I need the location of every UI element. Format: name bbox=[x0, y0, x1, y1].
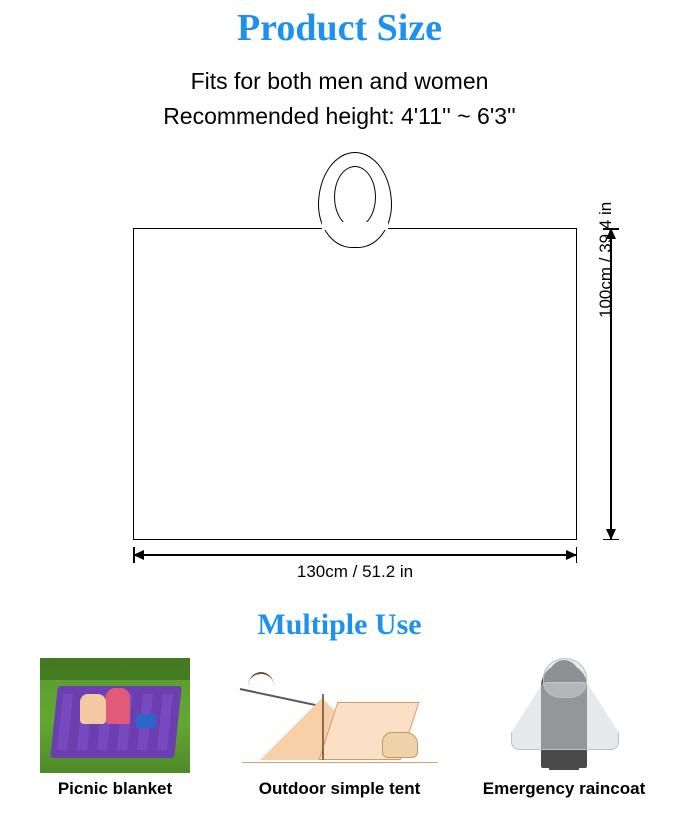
use-case-caption: Emergency raincoat bbox=[482, 779, 646, 798]
page-title: Product Size bbox=[236, 7, 443, 49]
height-dimension-label: 100cm / 39.4 in bbox=[596, 201, 615, 318]
bird-icon bbox=[248, 672, 274, 686]
height-dimension-line bbox=[610, 228, 612, 540]
picnic-bag-shape bbox=[136, 714, 156, 728]
grass-shadow bbox=[40, 658, 190, 680]
person-shape-a bbox=[80, 694, 106, 724]
fit-note: Fits for both men and women bbox=[190, 68, 489, 94]
use-case-caption: Outdoor simple tent bbox=[258, 779, 421, 798]
poncho-hood-shape bbox=[543, 658, 587, 698]
ground-line bbox=[242, 762, 438, 764]
emergency-raincoat-illustration bbox=[489, 658, 639, 773]
tent-pole bbox=[322, 694, 324, 760]
arrow-left-icon bbox=[133, 550, 144, 560]
person-shape-b bbox=[106, 688, 130, 724]
hood-opening-icon bbox=[334, 166, 376, 228]
width-dimension-line bbox=[133, 554, 577, 556]
arrow-right-icon bbox=[566, 550, 577, 560]
use-case-caption: Picnic blanket bbox=[57, 779, 173, 798]
recommended-height-note: Recommended height: 4'11'' ~ 6'3'' bbox=[163, 103, 516, 129]
use-cases-row bbox=[0, 658, 679, 829]
use-case-outdoor-tent bbox=[231, 658, 449, 829]
arrow-down-icon bbox=[606, 529, 616, 540]
outdoor-tent-illustration bbox=[232, 658, 447, 773]
arrow-up-icon bbox=[606, 228, 616, 239]
use-case-emergency-raincoat bbox=[455, 658, 673, 829]
poncho-body-rectangle bbox=[133, 228, 577, 540]
poncho-size-diagram bbox=[0, 140, 679, 590]
width-dimension-label: 130cm / 51.2 in bbox=[296, 562, 414, 581]
dog-icon bbox=[382, 732, 418, 758]
use-case-picnic-blanket bbox=[6, 658, 224, 829]
hood-base-mask bbox=[322, 222, 388, 230]
multiple-use-title: Multiple Use bbox=[257, 608, 422, 641]
picnic-blanket-photo bbox=[40, 658, 190, 773]
